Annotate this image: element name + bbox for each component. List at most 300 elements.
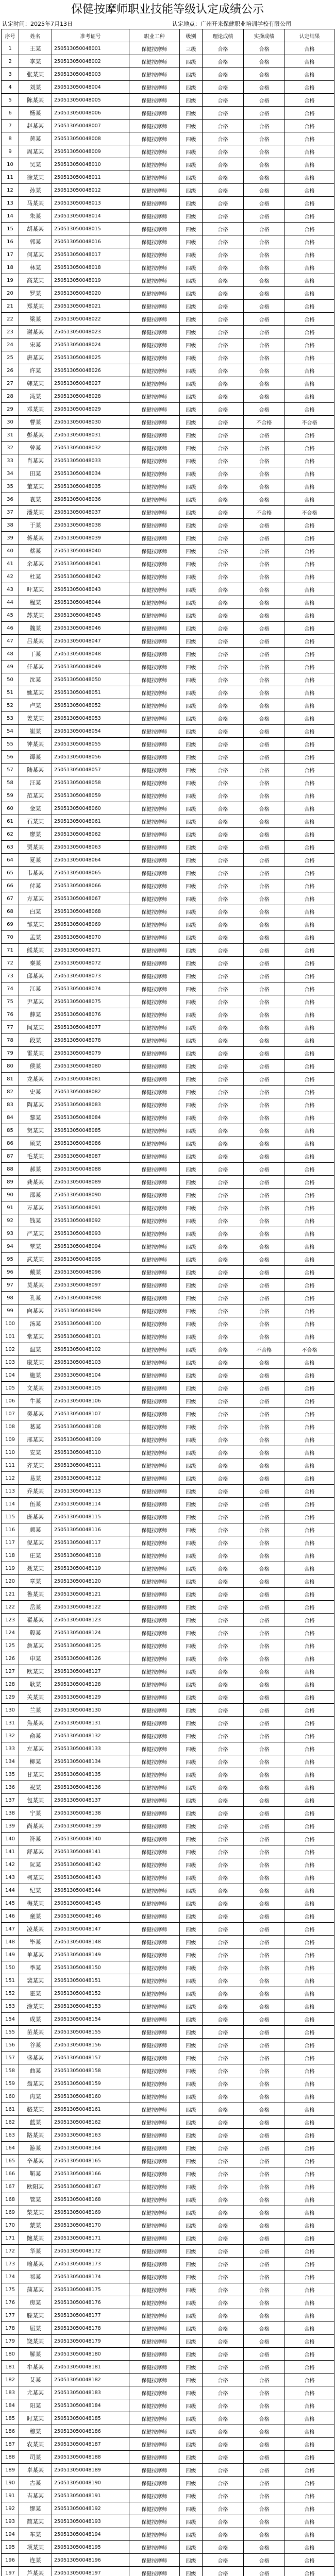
cell-name: 符某: [19, 1833, 52, 1845]
table-row: [2, 2000, 334, 2013]
cell-level: 四级: [180, 300, 203, 313]
cell-index: 183: [2, 2386, 19, 2399]
cell-cert-no: 250513050048100: [52, 1317, 129, 1330]
cell-occupation: 保健按摩师: [129, 1588, 180, 1601]
table-row: [2, 94, 334, 107]
table-row: [2, 1485, 334, 1498]
cell-cert-no: 250513050048081: [52, 1073, 129, 1086]
cell-occupation: 保健按摩师: [129, 2232, 180, 2245]
cell-name: 高某某: [19, 274, 52, 287]
cell-occupation: 保健按摩师: [129, 1974, 180, 1987]
cell-occupation: 保健按摩师: [129, 982, 180, 995]
cell-name: 柳某: [19, 1755, 52, 1768]
cell-practical-score: 合格: [244, 1807, 285, 1820]
cell-practical-score: 合格: [244, 1897, 285, 1910]
cell-level: 四级: [180, 1601, 203, 1614]
header-theory-score: 理论成绩: [203, 29, 244, 42]
cell-index: 27: [2, 377, 19, 390]
cell-occupation: 保健按摩师: [129, 2489, 180, 2502]
cell-cert-no: 250513050048151: [52, 1974, 129, 1987]
cell-practical-score: 合格: [244, 1652, 285, 1665]
cell-level: 四级: [180, 1755, 203, 1768]
cell-cert-no: 250513050048181: [52, 2361, 129, 2374]
table-row: [2, 931, 334, 944]
cell-cert-no: 250513050048097: [52, 1279, 129, 1292]
cell-index: 125: [2, 1639, 19, 1652]
table-row: [2, 944, 334, 957]
table-row: [2, 1021, 334, 1034]
cell-cert-no: 250513050048015: [52, 223, 129, 235]
cell-practical-score: 合格: [244, 68, 285, 81]
cell-level: 四级: [180, 1330, 203, 1343]
cell-cert-no: 250513050048067: [52, 892, 129, 905]
cell-result: 合格: [285, 532, 334, 545]
cell-name: 常某某: [19, 1330, 52, 1343]
cell-index: 179: [2, 2335, 19, 2348]
cell-practical-score: 合格: [244, 1176, 285, 1189]
cell-result: 合格: [285, 1047, 334, 1060]
cell-theory-score: 合格: [203, 635, 244, 648]
cell-level: 四级: [180, 2412, 203, 2425]
cell-cert-no: 250513050048120: [52, 1575, 129, 1588]
table-row: [2, 2477, 334, 2489]
cell-level: 四级: [180, 1974, 203, 1987]
cell-practical-score: 合格: [244, 1910, 285, 1923]
cell-practical-score: 合格: [244, 609, 285, 622]
cell-index: 98: [2, 1292, 19, 1304]
cell-theory-score: 合格: [203, 1304, 244, 1317]
cell-cert-no: 250513050048026: [52, 364, 129, 377]
cell-level: 四级: [180, 2502, 203, 2515]
cell-result: 合格: [285, 1639, 334, 1652]
cell-theory-score: 合格: [203, 2348, 244, 2361]
cell-practical-score: 合格: [244, 1330, 285, 1343]
cell-result: 合格: [285, 107, 334, 120]
cell-name: 焦某某: [19, 1717, 52, 1730]
cell-result: 合格: [285, 235, 334, 248]
cell-result: 合格: [285, 1098, 334, 1111]
cell-result: 合格: [285, 2000, 334, 2013]
cell-name: 陈某某: [19, 94, 52, 107]
cell-result: 合格: [285, 1626, 334, 1639]
table-row: [2, 2322, 334, 2335]
cell-level: 四级: [180, 2374, 203, 2386]
table-row: [2, 1330, 334, 1343]
cell-theory-score: 合格: [203, 1974, 244, 1987]
cell-theory-score: 合格: [203, 2013, 244, 2026]
cell-index: 52: [2, 699, 19, 712]
cell-level: 四级: [180, 68, 203, 81]
cell-cert-no: 250513050048010: [52, 158, 129, 171]
cell-index: 3: [2, 68, 19, 81]
cell-occupation: 保健按摩师: [129, 583, 180, 596]
cell-occupation: 保健按摩师: [129, 1408, 180, 1420]
cell-name: 贺某某: [19, 1124, 52, 1137]
cell-cert-no: 250513050048089: [52, 1176, 129, 1189]
cell-cert-no: 250513050048150: [52, 1961, 129, 1974]
page-title: 保健按摩师职业技能等级认定成绩公示: [71, 3, 264, 16]
cell-practical-score: 合格: [244, 1459, 285, 1472]
cell-result: 合格: [285, 1781, 334, 1794]
cell-cert-no: 250513050048142: [52, 1858, 129, 1871]
table-row: [2, 1201, 334, 1214]
cell-level: 四级: [180, 480, 203, 493]
cell-occupation: 保健按摩师: [129, 1382, 180, 1395]
exam-date: 认定时间：2025年7月13日: [2, 21, 73, 27]
cell-level: 四级: [180, 609, 203, 622]
cell-cert-no: 250513050048039: [52, 532, 129, 545]
cell-theory-score: 合格: [203, 1150, 244, 1163]
cell-theory-score: 合格: [203, 982, 244, 995]
cell-cert-no: 250513050048018: [52, 261, 129, 274]
cell-index: 96: [2, 1266, 19, 1279]
cell-occupation: 保健按摩师: [129, 995, 180, 1008]
cell-cert-no: 250513050048016: [52, 235, 129, 248]
cell-index: 148: [2, 1936, 19, 1948]
cell-theory-score: 合格: [203, 2438, 244, 2451]
cell-occupation: 保健按摩师: [129, 557, 180, 570]
cell-theory-score: 合格: [203, 557, 244, 570]
cell-occupation: 保健按摩师: [129, 2142, 180, 2155]
cell-occupation: 保健按摩师: [129, 1279, 180, 1292]
table-row: [2, 1665, 334, 1678]
cell-practical-score: 合格: [244, 1201, 285, 1214]
table-row: [2, 545, 334, 557]
cell-occupation: 保健按摩师: [129, 841, 180, 854]
cell-level: 四级: [180, 2464, 203, 2477]
cell-practical-score: 合格: [244, 1511, 285, 1523]
cell-name: 贾某某: [19, 841, 52, 854]
cell-name: 詹某某: [19, 1639, 52, 1652]
cell-name: 徐某某: [19, 171, 52, 184]
cell-index: 107: [2, 1408, 19, 1420]
cell-index: 17: [2, 248, 19, 261]
cell-level: 四级: [180, 1446, 203, 1459]
cell-result: 合格: [285, 1807, 334, 1820]
cell-result: 合格: [285, 300, 334, 313]
cell-level: 四级: [180, 1845, 203, 1858]
cell-cert-no: 250513050048099: [52, 1304, 129, 1317]
cell-result: 合格: [285, 2567, 334, 2576]
cell-theory-score: 合格: [203, 1691, 244, 1704]
cell-name: 许某: [19, 364, 52, 377]
cell-name: 万某某: [19, 1201, 52, 1214]
table-row: [2, 918, 334, 931]
cell-cert-no: 250513050048135: [52, 1768, 129, 1781]
cell-theory-score: 合格: [203, 1717, 244, 1730]
cell-cert-no: 250513050048001: [52, 42, 129, 55]
cell-level: 四级: [180, 2090, 203, 2103]
cell-practical-score: 合格: [244, 1073, 285, 1086]
cell-result: 合格: [285, 2374, 334, 2386]
cell-occupation: 保健按摩师: [129, 2477, 180, 2489]
cell-cert-no: 250513050048043: [52, 583, 129, 596]
table-row: [2, 828, 334, 841]
cell-level: 四级: [180, 223, 203, 235]
cell-name: 蓝某: [19, 2116, 52, 2129]
cell-occupation: 保健按摩师: [129, 2348, 180, 2361]
cell-result: 合格: [285, 2477, 334, 2489]
cell-name: 骆某某: [19, 2103, 52, 2116]
cell-name: 廖某: [19, 828, 52, 841]
cell-index: 91: [2, 1201, 19, 1214]
cell-name: 何某某: [19, 248, 52, 261]
cell-theory-score: 合格: [203, 1227, 244, 1240]
cell-index: 34: [2, 467, 19, 480]
cell-name: 苏某某: [19, 609, 52, 622]
cell-result: 合格: [285, 699, 334, 712]
header-name: 姓名: [19, 29, 52, 42]
cell-occupation: 保健按摩师: [129, 223, 180, 235]
cell-occupation: 保健按摩师: [129, 132, 180, 145]
cell-occupation: 保健按摩师: [129, 1356, 180, 1369]
cell-name: 莫某某: [19, 1279, 52, 1292]
cell-index: 60: [2, 802, 19, 815]
table-row: [2, 1987, 334, 2000]
cell-index: 61: [2, 815, 19, 828]
cell-theory-score: 合格: [203, 751, 244, 764]
table-row: [2, 1768, 334, 1781]
cell-name: 戴某: [19, 1266, 52, 1279]
cell-level: 四级: [180, 1150, 203, 1163]
cell-cert-no: 250513050048052: [52, 699, 129, 712]
cell-theory-score: 合格: [203, 1485, 244, 1498]
cell-theory-score: 合格: [203, 995, 244, 1008]
cell-level: 四级: [180, 1408, 203, 1420]
cell-theory-score: 合格: [203, 957, 244, 970]
cell-result: 合格: [285, 1833, 334, 1845]
cell-result: 合格: [285, 2489, 334, 2502]
cell-cert-no: 250513050048003: [52, 68, 129, 81]
cell-cert-no: 250513050048191: [52, 2489, 129, 2502]
cell-occupation: 保健按摩师: [129, 1433, 180, 1446]
cell-occupation: 保健按摩师: [129, 2129, 180, 2142]
cell-index: 89: [2, 1176, 19, 1189]
header-level: 级别: [180, 29, 203, 42]
cell-name: 康某某: [19, 1356, 52, 1369]
cell-theory-score: 合格: [203, 2451, 244, 2464]
cell-theory-score: 合格: [203, 2167, 244, 2180]
cell-theory-score: 合格: [203, 1910, 244, 1923]
cell-practical-score: 合格: [244, 2374, 285, 2386]
cell-index: 114: [2, 1498, 19, 1511]
cell-index: 170: [2, 2219, 19, 2232]
cell-cert-no: 250513050048126: [52, 1652, 129, 1665]
cell-cert-no: 250513050048157: [52, 2052, 129, 2064]
cell-theory-score: 合格: [203, 776, 244, 789]
cell-level: 四级: [180, 815, 203, 828]
cell-name: 袁某: [19, 493, 52, 506]
cell-cert-no: 250513050048139: [52, 1820, 129, 1833]
cell-index: 88: [2, 1163, 19, 1176]
cell-level: 四级: [180, 918, 203, 931]
cell-practical-score: 合格: [244, 1485, 285, 1498]
cell-theory-score: 合格: [203, 1201, 244, 1214]
cell-practical-score: 合格: [244, 2245, 285, 2258]
cell-name: 沈某: [19, 673, 52, 686]
cell-cert-no: 250513050048060: [52, 802, 129, 815]
cell-cert-no: 250513050048138: [52, 1807, 129, 1820]
cell-cert-no: 250513050048146: [52, 1910, 129, 1923]
cell-index: 67: [2, 892, 19, 905]
cell-cert-no: 250513050048196: [52, 2554, 129, 2567]
cell-occupation: 保健按摩师: [129, 2064, 180, 2077]
cell-practical-score: 不合格: [244, 416, 285, 429]
cell-index: 13: [2, 197, 19, 210]
cell-practical-score: 不合格: [244, 1343, 285, 1356]
cell-level: 四级: [180, 944, 203, 957]
cell-index: 130: [2, 1704, 19, 1717]
cell-theory-score: 合格: [203, 1511, 244, 1523]
cell-occupation: 保健按摩师: [129, 403, 180, 416]
table-row: [2, 1214, 334, 1227]
cell-result: 合格: [285, 1008, 334, 1021]
cell-occupation: 保健按摩师: [129, 2116, 180, 2129]
cell-index: 131: [2, 1717, 19, 1730]
cell-theory-score: 合格: [203, 2258, 244, 2270]
cell-cert-no: 250513050048061: [52, 815, 129, 828]
cell-occupation: 保健按摩师: [129, 1987, 180, 2000]
cell-practical-score: 合格: [244, 1755, 285, 1768]
cell-occupation: 保健按摩师: [129, 2167, 180, 2180]
cell-result: 合格: [285, 905, 334, 918]
cell-theory-score: 合格: [203, 815, 244, 828]
cell-index: 41: [2, 557, 19, 570]
cell-index: 188: [2, 2451, 19, 2464]
cell-theory-score: 合格: [203, 2386, 244, 2399]
table-row: [2, 1626, 334, 1639]
cell-name: 解某: [19, 2348, 52, 2361]
cell-index: 171: [2, 2232, 19, 2245]
cell-practical-score: 合格: [244, 1549, 285, 1562]
cell-name: 司某: [19, 2451, 52, 2464]
table-row: [2, 364, 334, 377]
cell-result: 合格: [285, 2052, 334, 2064]
cell-occupation: 保健按摩师: [129, 1047, 180, 1060]
table-row: [2, 1961, 334, 1974]
cell-occupation: 保健按摩师: [129, 1369, 180, 1382]
cell-cert-no: 250513050048172: [52, 2245, 129, 2258]
cell-name: 赵某某: [19, 120, 52, 132]
cell-cert-no: 250513050048041: [52, 557, 129, 570]
cell-name: 吕某某: [19, 635, 52, 648]
cell-result: 合格: [285, 1498, 334, 1511]
cell-practical-score: 合格: [244, 841, 285, 854]
table-row: [2, 1382, 334, 1395]
cell-theory-score: 合格: [203, 2077, 244, 2090]
cell-occupation: 保健按摩师: [129, 2245, 180, 2258]
cell-practical-score: 合格: [244, 2129, 285, 2142]
cell-index: 168: [2, 2193, 19, 2206]
cell-level: 四级: [180, 120, 203, 132]
cell-name: 孔某: [19, 1292, 52, 1304]
cell-practical-score: 合格: [244, 1678, 285, 1691]
cell-index: 177: [2, 2309, 19, 2322]
cell-practical-score: 合格: [244, 2180, 285, 2193]
cell-index: 16: [2, 235, 19, 248]
cell-practical-score: 合格: [244, 235, 285, 248]
cell-index: 1: [2, 42, 19, 55]
cell-cert-no: 250513050048124: [52, 1626, 129, 1639]
table-row: [2, 1974, 334, 1987]
cell-level: 四级: [180, 248, 203, 261]
table-row: [2, 2142, 334, 2155]
cell-name: 文某某: [19, 1382, 52, 1395]
table-row: [2, 235, 334, 248]
table-row: [2, 1008, 334, 1021]
cell-result: 合格: [285, 287, 334, 300]
cell-name: 欧阳某: [19, 2180, 52, 2193]
cell-theory-score: 合格: [203, 828, 244, 841]
cell-occupation: 保健按摩师: [129, 2541, 180, 2554]
cell-practical-score: 合格: [244, 326, 285, 338]
cell-result: 合格: [285, 55, 334, 68]
cell-level: 四级: [180, 2206, 203, 2219]
cell-name: 甘某某: [19, 1768, 52, 1781]
table-row: [2, 338, 334, 351]
exam-site: 认定地点：广州开来保健职业培训学校有限公司: [172, 21, 291, 27]
cell-result: 合格: [285, 274, 334, 287]
cell-name: 申某: [19, 1652, 52, 1665]
cell-level: 四级: [180, 660, 203, 673]
table-row: [2, 210, 334, 223]
cell-occupation: 保健按摩师: [129, 1034, 180, 1047]
cell-practical-score: 合格: [244, 1098, 285, 1111]
cell-result: 合格: [285, 1227, 334, 1240]
cell-result: 合格: [285, 751, 334, 764]
cell-result: 合格: [285, 2232, 334, 2245]
cell-occupation: 保健按摩师: [129, 1098, 180, 1111]
cell-result: 合格: [285, 2064, 334, 2077]
table-row: [2, 879, 334, 892]
cell-index: 145: [2, 1897, 19, 1910]
cell-theory-score: 合格: [203, 107, 244, 120]
table-row: [2, 2258, 334, 2270]
cell-level: 四级: [180, 1588, 203, 1601]
cell-level: 四级: [180, 2026, 203, 2039]
cell-level: 四级: [180, 1833, 203, 1845]
table-body: [2, 42, 334, 2576]
cell-result: 合格: [285, 2412, 334, 2425]
cell-level: 四级: [180, 1433, 203, 1446]
cell-index: 141: [2, 1845, 19, 1858]
cell-occupation: 保健按摩师: [129, 300, 180, 313]
cell-level: 四级: [180, 2180, 203, 2193]
table-row: [2, 815, 334, 828]
cell-theory-score: 合格: [203, 1111, 244, 1124]
cell-cert-no: 250513050048169: [52, 2206, 129, 2219]
cell-name: 魏某: [19, 622, 52, 635]
cell-occupation: 保健按摩师: [129, 1189, 180, 1201]
cell-name: 梅某某: [19, 1897, 52, 1910]
cell-occupation: 保健按摩师: [129, 2283, 180, 2296]
cell-theory-score: 合格: [203, 68, 244, 81]
cell-level: 四级: [180, 1923, 203, 1936]
cell-occupation: 保健按摩师: [129, 1884, 180, 1897]
cell-occupation: 保健按摩师: [129, 261, 180, 274]
cell-occupation: 保健按摩师: [129, 429, 180, 442]
cell-practical-score: 合格: [244, 2258, 285, 2270]
cell-name: 舒某某: [19, 1845, 52, 1858]
cell-index: 47: [2, 635, 19, 648]
cell-name: 梁某: [19, 313, 52, 326]
table-row: [2, 1858, 334, 1871]
cell-theory-score: 合格: [203, 1614, 244, 1626]
cell-level: 四级: [180, 1304, 203, 1317]
cell-cert-no: 250513050048104: [52, 1369, 129, 1382]
table-row: [2, 1420, 334, 1433]
cell-cert-no: 250513050048068: [52, 905, 129, 918]
